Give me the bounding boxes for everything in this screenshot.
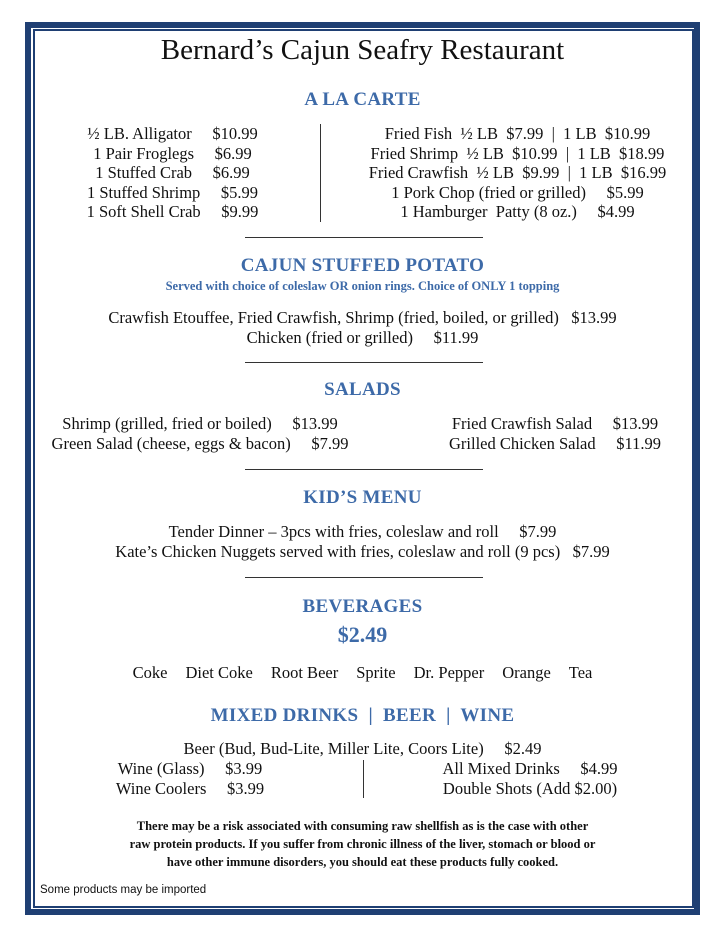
salads-left-list (40, 414, 360, 453)
imported-note: Some products may be imported (40, 884, 207, 896)
a-la-carte-left-list (60, 124, 285, 222)
menu-item: Grilled Chicken Salad $11.99 (448, 433, 662, 453)
menu-item: Crawfish Etouffee, Fried Crawfish, Shrimp (fried, boiled, or grilled) $13.99 (108, 308, 617, 327)
stuffed-potato-heading: CAJUN STUFFED POTATO (240, 255, 485, 276)
beverage-item: Coke (132, 663, 168, 682)
salads-heading: SALADS (324, 379, 401, 400)
stuffed-potato-subheading: Served with choice of coleslaw OR onion rings. Choice of ONLY 1 topping (165, 279, 560, 293)
menu-item: Green Salad (cheese, eggs & bacon) $7.99 (51, 433, 349, 453)
menu-item: Chicken (fried or grilled) $11.99 (246, 328, 479, 347)
menu-item: Wine Coolers $3.99 (115, 779, 265, 798)
menu-item: 1 Soft Shell Crab $9.99 (86, 202, 259, 221)
beer-item: Beer (Bud, Bud-Lite, Miller Lite, Coors Lite) $2.49 (183, 739, 542, 758)
menu-item: Double Shots (Add $2.00) (442, 779, 618, 798)
beverage-item: Root Beer (270, 663, 339, 682)
stuffed-potato-list (0, 308, 725, 348)
beverage-item: Diet Coke (185, 663, 253, 682)
menu-item: 1 Pair Froglegs $6.99 (93, 143, 252, 163)
a-la-carte-right-list (345, 124, 690, 222)
mixed-drinks-heading: MIXED DRINKS | BEER | WINE (210, 705, 515, 726)
kids-menu-heading: KID’S MENU (303, 487, 422, 508)
restaurant-title: Bernard’s Cajun Seafry Restaurant (160, 34, 565, 66)
menu-item: Kate’s Chicken Nuggets served with fries, coleslaw and roll (9 pcs) $7.99 (115, 542, 610, 561)
disclaimer-line: There may be a risk associated with consuming raw shellfish as is the case with other (136, 819, 589, 833)
mixed-drinks-left-list (95, 759, 285, 799)
beverage-item: Orange (502, 663, 551, 682)
beverages-list (0, 663, 725, 683)
section-rule (245, 469, 483, 470)
menu-item: ½ LB. Alligator $10.99 (87, 124, 258, 143)
a-la-carte-divider (320, 124, 321, 222)
beverages-heading: BEVERAGES (302, 596, 423, 617)
menu-item: Fried Crawfish Salad $13.99 (451, 414, 659, 433)
beverage-item: Sprite (356, 663, 396, 682)
menu-item: 1 Stuffed Crab $6.99 (95, 163, 250, 182)
salads-right-list (435, 414, 675, 453)
menu-item: 1 Pork Chop (fried or grilled) $5.99 (391, 182, 644, 202)
menu-item: Fried Shrimp ½ LB $10.99 | 1 LB $18.99 (370, 143, 665, 163)
menu-item: All Mixed Drinks $4.99 (442, 759, 618, 778)
menu-item: 1 Stuffed Shrimp $5.99 (86, 182, 259, 202)
menu-item: Fried Fish ½ LB $7.99 | 1 LB $10.99 (384, 124, 651, 143)
beverage-item: Dr. Pepper (413, 663, 485, 682)
beverage-item: Tea (568, 663, 593, 682)
section-rule (245, 577, 483, 578)
mixed-drinks-right-list (420, 759, 640, 799)
menu-item: Fried Crawfish ½ LB $9.99 | 1 LB $16.99 (368, 163, 667, 182)
menu-item: Shrimp (grilled, fried or boiled) $13.99 (62, 414, 338, 433)
disclaimer-line: raw protein products. If you suffer from chronic illness of the liver, stomach or blood or (129, 837, 596, 851)
a-la-carte-heading: A LA CARTE (304, 89, 421, 110)
raw-shellfish-disclaimer (0, 817, 725, 871)
beverages-price: $2.49 (337, 622, 388, 647)
section-rule (245, 237, 483, 238)
menu-item: Tender Dinner – 3pcs with fries, coleslaw and roll $7.99 (168, 522, 557, 541)
kids-menu-list (0, 522, 725, 562)
mixed-drinks-divider (363, 760, 364, 798)
section-rule (245, 362, 483, 363)
menu-item: 1 Hamburger Patty (8 oz.) $4.99 (400, 202, 635, 221)
menu-item: Wine (Glass) $3.99 (117, 759, 263, 778)
disclaimer-line: have other immune disorders, you should eat these products fully cooked. (166, 855, 559, 869)
